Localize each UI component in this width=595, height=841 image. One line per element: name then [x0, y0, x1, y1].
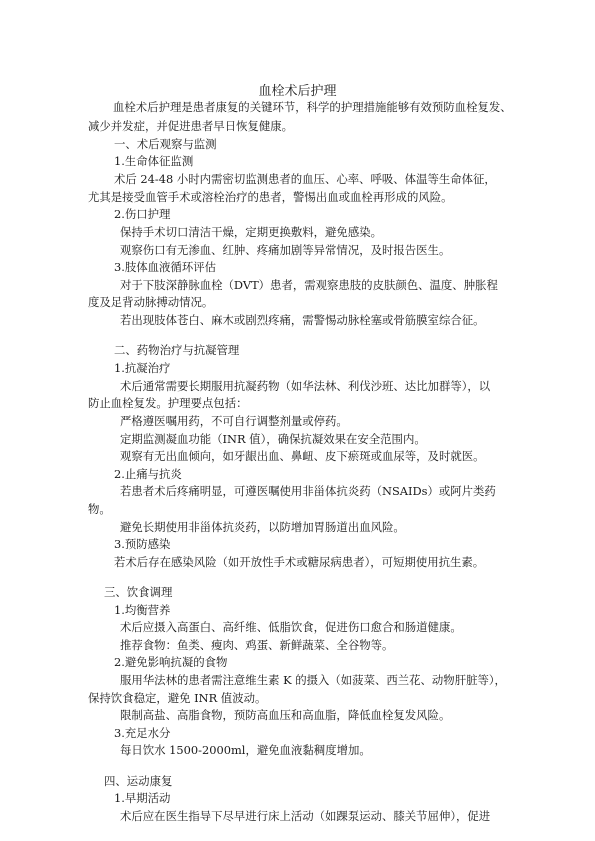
subheading: 1.早期活动 — [114, 791, 171, 805]
body-line: 服用华法林的患者需注意维生素 K 的摄入（如菠菜、西兰花、动物肝脏等）， — [120, 673, 506, 687]
body-line: 观察有无出血倾向，如牙龈出血、鼻衄、皮下瘀斑或血尿等，及时就医。 — [120, 449, 485, 463]
subheading: 3.充足水分 — [114, 726, 171, 740]
body-line: 保持饮食稳定，避免 INR 值波动。 — [88, 691, 267, 705]
body-line: 定期监测凝血功能（INR 值），确保抗凝效果在安全范围内。 — [120, 432, 426, 446]
subheading: 3.预防感染 — [114, 537, 171, 551]
body-line: 避免长期使用非甾体抗炎药，以防增加胃肠道出血风险。 — [120, 520, 405, 534]
body-line: 限制高盐、高脂食物，预防高血压和高血脂，降低血栓复发风险。 — [120, 708, 451, 722]
body-line: 观察伤口有无渗血、红肿、疼痛加剧等异常情况，及时报告医生。 — [120, 243, 451, 257]
body-line: 若出现肢体苍白、麻木或剧烈疼痛，需警惕动脉栓塞或骨筋膜室综合征。 — [120, 313, 485, 327]
body-line: 保持手术切口清洁干燥，定期更换敷料，避免感染。 — [120, 225, 382, 239]
body-line: 物。 — [88, 502, 111, 516]
body-line: 若术后存在感染风险（如开放性手术或糖尿病患者），可短期使用抗生素。 — [114, 555, 485, 569]
subheading: 1.均衡营养 — [114, 603, 171, 617]
body-line: 防止血栓复发。护理要点包括： — [88, 396, 248, 410]
section-heading-2: 二、药物治疗与抗凝管理 — [114, 343, 240, 357]
subheading: 1.生命体征监测 — [114, 154, 194, 168]
section-heading-1: 一、术后观察与监测 — [114, 137, 217, 151]
subheading: 2.止痛与抗炎 — [114, 467, 182, 481]
body-line: 每日饮水 1500-2000ml，避免血液黏稠度增加。 — [120, 743, 371, 757]
body-line: 术后应摄入高蛋白、高纤维、低脂饮食，促进伤口愈合和肠道健康。 — [120, 620, 462, 634]
subheading: 2.伤口护理 — [114, 207, 171, 221]
body-line: 严格遵医嘱用药，不可自行调整剂量或停药。 — [120, 414, 348, 428]
body-line: 术后 24-48 小时内需密切监测患者的血压、心率、呼吸、体温等生命体征， — [114, 172, 496, 186]
subheading: 2.避免影响抗凝的食物 — [114, 655, 228, 669]
subheading: 3.肢体血液循环评估 — [114, 260, 216, 274]
body-line: 若患者术后疼痛明显，可遵医嘱使用非甾体抗炎药（NSAIDs）或阿片类药 — [120, 484, 496, 498]
body-line: 度及足背动脉搏动情况。 — [88, 295, 214, 309]
intro-paragraph: 血栓术后护理是患者康复的关键环节，科学的护理措施能够有效预防血栓复发、减少并发症，并促进患者早日恢复健康。 — [88, 100, 512, 133]
subheading: 1.抗凝治疗 — [114, 361, 171, 375]
body-line: 对于下肢深静脉血栓（DVT）患者，需观察患肢的皮肤颜色、温度、肿胀程 — [120, 278, 498, 292]
body-line: 尤其是接受血管手术或溶栓治疗的患者，警惕出血或血栓再形成的风险。 — [88, 190, 453, 204]
page-title: 血栓术后护理 — [258, 84, 337, 99]
body-line: 术后应在医生指导下尽早进行床上活动（如踝泵运动、膝关节屈伸），促进 — [120, 809, 491, 823]
body-line: 术后通常需要长期服用抗凝药物（如华法林、利伐沙班、达比加群等），以 — [120, 379, 491, 393]
section-heading-4: 四、运动康复 — [104, 774, 173, 788]
section-heading-3: 三、饮食调理 — [104, 585, 173, 599]
body-line: 推荐食物：鱼类、瘦肉、鸡蛋、新鲜蔬菜、全谷物等。 — [120, 638, 394, 652]
